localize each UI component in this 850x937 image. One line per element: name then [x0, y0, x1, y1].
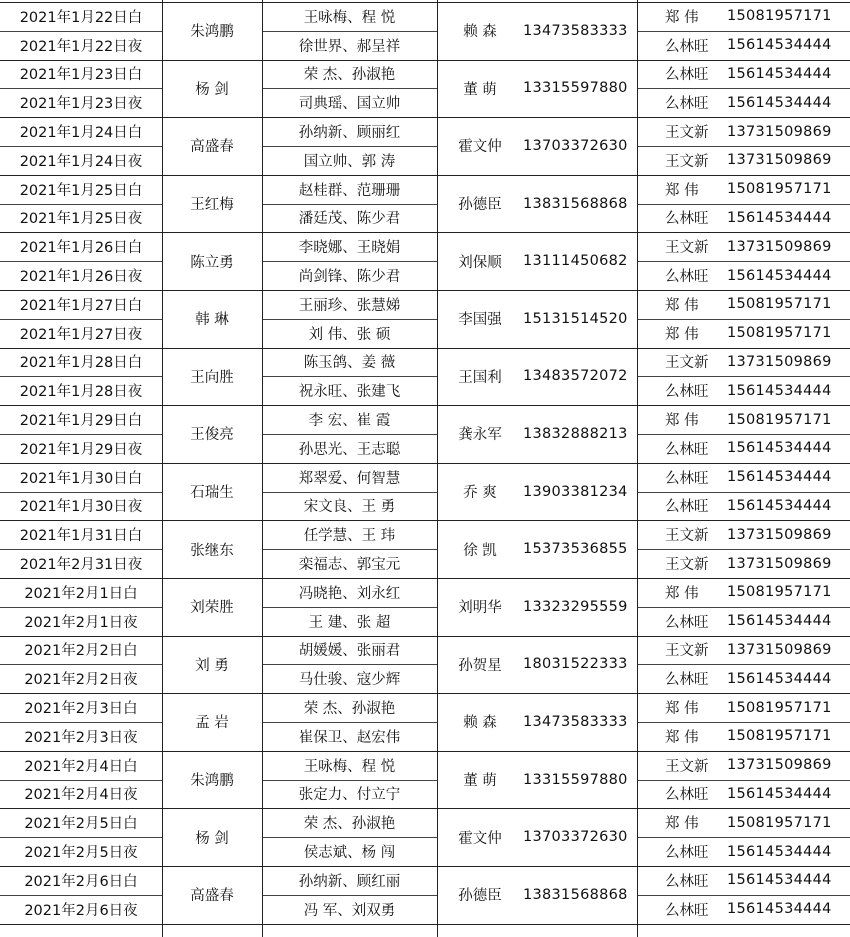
date-day-cell: 2021年1月28日白	[19, 355, 143, 372]
duty-day-name-cell: 郑 伟	[665, 816, 699, 833]
duty-night-name-cell: 么林旺	[665, 269, 709, 286]
staff-day-cell: 冯晓艳、刘永红	[298, 585, 401, 602]
duty-night-name-cell: 么林旺	[665, 845, 709, 862]
duty-night-phone-cell: 15081957171	[727, 728, 832, 745]
half-row-divider	[637, 88, 850, 89]
duty-day-phone-cell: 13731509869	[727, 757, 832, 774]
duty-day-name-cell: 郑 伟	[665, 701, 699, 718]
leader-cell: 韩 琳	[195, 312, 229, 329]
half-row-divider	[637, 837, 850, 838]
supervisor-name-cell: 董 萌	[463, 81, 497, 98]
supervisor-phone-cell: 13323295559	[523, 598, 628, 615]
duty-day-name-cell: 王文新	[665, 355, 709, 372]
duty-day-phone-cell: 15081957171	[727, 8, 832, 25]
duty-day-name-cell: 郑 伟	[665, 297, 699, 314]
date-night-cell: 2021年2月3日夜	[24, 729, 138, 746]
staff-day-cell: 荣 杰、孙淑艳	[303, 67, 396, 84]
staff-night-cell: 刘 伟、张 硕	[308, 326, 391, 343]
leader-cell: 杨 剑	[195, 81, 229, 98]
duty-day-name-cell: 么林旺	[665, 67, 709, 84]
half-row-divider	[262, 607, 437, 608]
supervisor-phone-cell: 13903381234	[523, 483, 628, 500]
supervisor-name-cell: 龚永军	[458, 427, 502, 444]
row-border-line	[0, 751, 850, 752]
duty-night-phone-cell: 15614534444	[727, 209, 832, 226]
staff-day-cell: 李 宏、崔 霞	[308, 413, 391, 430]
leader-cell: 陈立勇	[190, 254, 234, 271]
half-row-divider	[262, 492, 437, 493]
half-row-divider	[0, 722, 162, 723]
half-row-divider	[0, 319, 162, 320]
staff-day-cell: 王咏梅、程 悦	[303, 9, 396, 26]
half-row-divider	[637, 204, 850, 205]
duty-night-name-cell: 么林旺	[665, 211, 709, 228]
duty-day-phone-cell: 15081957171	[727, 584, 832, 601]
duty-day-name-cell: 王文新	[665, 240, 709, 257]
duty-day-phone-cell: 13731509869	[727, 526, 832, 543]
row-border-line	[0, 117, 850, 118]
half-row-divider	[262, 319, 437, 320]
supervisor-name-cell: 孙德臣	[458, 888, 502, 905]
staff-day-cell: 任学慧、王 玮	[303, 528, 396, 545]
half-row-divider	[262, 780, 437, 781]
date-day-cell: 2021年2月6日白	[24, 873, 138, 890]
half-row-divider	[0, 31, 162, 32]
date-night-cell: 2021年1月28日夜	[19, 384, 143, 401]
date-night-cell: 2021年2月2日夜	[24, 672, 138, 689]
row-border-line	[0, 520, 850, 521]
staff-night-cell: 宋文良、王 勇	[303, 499, 396, 516]
half-row-divider	[262, 261, 437, 262]
half-row-divider	[637, 434, 850, 435]
date-night-cell: 2021年1月22日夜	[19, 38, 143, 55]
supervisor-phone-cell: 13703372630	[523, 829, 628, 846]
duty-night-phone-cell: 15614534444	[727, 440, 832, 457]
duty-day-phone-cell: 15081957171	[727, 181, 832, 198]
duty-night-phone-cell: 15614534444	[727, 785, 832, 802]
duty-night-phone-cell: 15614534444	[727, 94, 832, 111]
duty-day-phone-cell: 13731509869	[727, 123, 832, 140]
duty-night-phone-cell: 15614534444	[727, 37, 832, 54]
date-day-cell: 2021年1月27日白	[19, 297, 143, 314]
leader-cell: 王红梅	[190, 197, 234, 214]
half-row-divider	[0, 549, 162, 550]
row-border-line	[0, 175, 850, 176]
staff-night-cell: 司典瑶、国立帅	[298, 96, 401, 113]
leader-cell: 刘 勇	[195, 657, 229, 674]
half-row-divider	[637, 146, 850, 147]
duty-day-phone-cell: 15614534444	[727, 65, 832, 82]
duty-night-phone-cell: 15614534444	[727, 497, 832, 514]
duty-night-name-cell: 么林旺	[665, 787, 709, 804]
date-night-cell: 2021年2月31日夜	[19, 557, 143, 574]
column-border-line	[437, 0, 438, 937]
column-border-line	[262, 0, 263, 937]
supervisor-phone-cell: 13483572072	[523, 368, 628, 385]
duty-day-name-cell: 么林旺	[665, 470, 709, 487]
duty-day-phone-cell: 13731509869	[727, 353, 832, 370]
duty-night-phone-cell: 15614534444	[727, 267, 832, 284]
duty-night-name-cell: 么林旺	[665, 38, 709, 55]
supervisor-name-cell: 李国强	[458, 312, 502, 329]
half-row-divider	[0, 780, 162, 781]
staff-night-cell: 马仕骏、寇少辉	[298, 672, 401, 689]
leader-cell: 孟 岩	[195, 715, 229, 732]
duty-night-phone-cell: 15614534444	[727, 843, 832, 860]
date-night-cell: 2021年2月1日夜	[24, 614, 138, 631]
staff-night-cell: 栾福志、郭宝元	[298, 557, 401, 574]
leader-cell: 石瑞生	[190, 485, 234, 502]
date-day-cell: 2021年1月26日白	[19, 240, 143, 257]
half-row-divider	[637, 895, 850, 896]
duty-night-phone-cell: 13731509869	[727, 152, 832, 169]
staff-day-cell: 王丽珍、张慧娣	[298, 297, 401, 314]
supervisor-phone-cell: 15131514520	[523, 310, 628, 327]
row-border-line	[0, 232, 850, 233]
duty-day-name-cell: 么林旺	[665, 873, 709, 890]
date-day-cell: 2021年2月5日白	[24, 816, 138, 833]
leader-cell: 张继东	[190, 542, 234, 559]
half-row-divider	[637, 722, 850, 723]
duty-night-name-cell: 郑 伟	[665, 326, 699, 343]
date-day-cell: 2021年1月24日白	[19, 125, 143, 142]
duty-night-phone-cell: 15614534444	[727, 613, 832, 630]
half-row-divider	[0, 204, 162, 205]
staff-day-cell: 荣 杰、孙淑艳	[303, 816, 396, 833]
date-day-cell: 2021年2月1日白	[24, 585, 138, 602]
half-row-divider	[262, 837, 437, 838]
staff-night-cell: 崔保卫、赵宏伟	[298, 729, 401, 746]
duty-day-name-cell: 郑 伟	[665, 413, 699, 430]
staff-night-cell: 潘廷茂、陈少君	[298, 211, 401, 228]
supervisor-phone-cell: 13111450682	[523, 253, 628, 270]
row-border-line	[0, 808, 850, 809]
half-row-divider	[262, 31, 437, 32]
duty-day-name-cell: 郑 伟	[665, 9, 699, 26]
leader-cell: 刘荣胜	[190, 600, 234, 617]
date-night-cell: 2021年2月4日夜	[24, 787, 138, 804]
half-row-divider	[0, 88, 162, 89]
duty-night-phone-cell: 13731509869	[727, 555, 832, 572]
date-day-cell: 2021年1月22日白	[19, 9, 143, 26]
staff-day-cell: 李晓娜、王晓娟	[298, 240, 401, 257]
duty-night-name-cell: 郑 伟	[665, 729, 699, 746]
supervisor-name-cell: 赖 森	[463, 24, 497, 41]
duty-night-name-cell: 么林旺	[665, 672, 709, 689]
supervisor-name-cell: 董 萌	[463, 773, 497, 790]
staff-night-cell: 冯 军、刘双勇	[303, 902, 396, 919]
duty-night-name-cell: 王文新	[665, 153, 709, 170]
duty-night-name-cell: 么林旺	[665, 499, 709, 516]
row-border-line	[0, 924, 850, 925]
duty-day-phone-cell: 15081957171	[727, 699, 832, 716]
date-night-cell: 2021年1月29日夜	[19, 441, 143, 458]
duty-day-phone-cell: 13731509869	[727, 238, 832, 255]
row-border-line	[0, 866, 850, 867]
staff-day-cell: 郑翠爱、何智慧	[298, 470, 401, 487]
duty-day-name-cell: 郑 伟	[665, 585, 699, 602]
date-night-cell: 2021年1月27日夜	[19, 326, 143, 343]
half-row-divider	[0, 146, 162, 147]
half-row-divider	[262, 664, 437, 665]
half-row-divider	[637, 261, 850, 262]
staff-night-cell: 侯志斌、杨 闯	[303, 845, 396, 862]
half-row-divider	[637, 31, 850, 32]
date-night-cell: 2021年1月26日夜	[19, 269, 143, 286]
date-day-cell: 2021年2月2日白	[24, 643, 138, 660]
row-border-line	[0, 348, 850, 349]
date-night-cell: 2021年1月30日夜	[19, 499, 143, 516]
supervisor-name-cell: 刘保顺	[458, 254, 502, 271]
date-day-cell: 2021年1月25日白	[19, 182, 143, 199]
staff-night-cell: 国立帅、郭 涛	[303, 153, 396, 170]
date-night-cell: 2021年2月5日夜	[24, 845, 138, 862]
duty-night-name-cell: 么林旺	[665, 614, 709, 631]
supervisor-phone-cell: 13703372630	[523, 137, 628, 154]
leader-cell: 高盛春	[190, 888, 234, 905]
half-row-divider	[0, 607, 162, 608]
supervisor-phone-cell: 13315597880	[523, 80, 628, 97]
date-day-cell: 2021年2月4日白	[24, 758, 138, 775]
half-row-divider	[637, 549, 850, 550]
duty-day-phone-cell: 15081957171	[727, 814, 832, 831]
staff-night-cell: 尚剑锋、陈少君	[298, 269, 401, 286]
half-row-divider	[262, 549, 437, 550]
supervisor-phone-cell: 13473583333	[523, 713, 628, 730]
half-row-divider	[0, 434, 162, 435]
date-day-cell: 2021年2月3日白	[24, 701, 138, 718]
row-border-line	[0, 636, 850, 637]
duty-day-name-cell: 王文新	[665, 643, 709, 660]
staff-day-cell: 孙纳新、顾红丽	[298, 873, 401, 890]
duty-night-name-cell: 王文新	[665, 557, 709, 574]
staff-day-cell: 胡媛媛、张丽君	[298, 643, 401, 660]
staff-day-cell: 赵桂群、范珊珊	[298, 182, 401, 199]
supervisor-name-cell: 霍文仲	[458, 139, 502, 156]
half-row-divider	[637, 319, 850, 320]
duty-night-name-cell: 么林旺	[665, 96, 709, 113]
staff-day-cell: 孙纳新、顾丽红	[298, 125, 401, 142]
date-day-cell: 2021年1月29日白	[19, 413, 143, 430]
column-border-line	[162, 0, 163, 937]
duty-night-name-cell: 么林旺	[665, 902, 709, 919]
half-row-divider	[262, 434, 437, 435]
half-row-divider	[262, 376, 437, 377]
half-row-divider	[262, 722, 437, 723]
supervisor-phone-cell: 15373536855	[523, 541, 628, 558]
half-row-divider	[637, 492, 850, 493]
column-border-line	[637, 0, 638, 937]
row-border-line	[0, 405, 850, 406]
half-row-divider	[262, 88, 437, 89]
supervisor-name-cell: 乔 爽	[463, 485, 497, 502]
row-border-line	[0, 60, 850, 61]
leader-cell: 杨 剑	[195, 830, 229, 847]
duty-day-name-cell: 郑 伟	[665, 182, 699, 199]
row-border-line	[0, 578, 850, 579]
duty-day-phone-cell: 15614534444	[727, 872, 832, 889]
staff-night-cell: 徐世界、郝呈祥	[298, 38, 401, 55]
half-row-divider	[637, 607, 850, 608]
duty-night-name-cell: 么林旺	[665, 441, 709, 458]
supervisor-name-cell: 孙德臣	[458, 197, 502, 214]
half-row-divider	[637, 780, 850, 781]
supervisor-name-cell: 王国利	[458, 369, 502, 386]
date-night-cell: 2021年1月24日夜	[19, 153, 143, 170]
duty-night-phone-cell: 15614534444	[727, 901, 832, 918]
half-row-divider	[0, 261, 162, 262]
leader-cell: 王俊亮	[190, 427, 234, 444]
staff-night-cell: 祝永旺、张建飞	[298, 384, 401, 401]
date-day-cell: 2021年1月23日白	[19, 67, 143, 84]
duty-night-phone-cell: 15614534444	[727, 382, 832, 399]
supervisor-phone-cell: 13831568868	[523, 195, 628, 212]
staff-night-cell: 张定力、付立宁	[298, 787, 401, 804]
supervisor-phone-cell: 13832888213	[523, 425, 628, 442]
duty-night-phone-cell: 15614534444	[727, 670, 832, 687]
supervisor-name-cell: 徐 凯	[463, 542, 497, 559]
duty-day-phone-cell: 15081957171	[727, 411, 832, 428]
supervisor-phone-cell: 13315597880	[523, 771, 628, 788]
staff-day-cell: 王咏梅、程 悦	[303, 758, 396, 775]
half-row-divider	[262, 895, 437, 896]
half-row-divider	[262, 146, 437, 147]
duty-day-name-cell: 王文新	[665, 528, 709, 545]
half-row-divider	[637, 376, 850, 377]
supervisor-name-cell: 赖 森	[463, 715, 497, 732]
staff-night-cell: 王 建、张 超	[308, 614, 391, 631]
duty-day-name-cell: 王文新	[665, 758, 709, 775]
duty-day-phone-cell: 13731509869	[727, 641, 832, 658]
duty-day-phone-cell: 15614534444	[727, 469, 832, 486]
leader-cell: 朱鸿鹏	[190, 773, 234, 790]
date-day-cell: 2021年1月30日白	[19, 470, 143, 487]
half-row-divider	[0, 664, 162, 665]
staff-day-cell: 荣 杰、孙淑艳	[303, 701, 396, 718]
duty-night-name-cell: 么林旺	[665, 384, 709, 401]
half-row-divider	[637, 664, 850, 665]
supervisor-name-cell: 刘明华	[458, 600, 502, 617]
half-row-divider	[262, 204, 437, 205]
date-night-cell: 2021年1月23日夜	[19, 96, 143, 113]
duty-night-phone-cell: 15081957171	[727, 325, 832, 342]
leader-cell: 王向胜	[190, 369, 234, 386]
date-night-cell: 2021年2月6日夜	[24, 902, 138, 919]
date-night-cell: 2021年1月25日夜	[19, 211, 143, 228]
duty-day-name-cell: 王文新	[665, 125, 709, 142]
supervisor-phone-cell: 13473583333	[523, 22, 628, 39]
date-day-cell: 2021年1月31日白	[19, 528, 143, 545]
half-row-divider	[0, 837, 162, 838]
leader-cell: 朱鸿鹏	[190, 24, 234, 41]
row-border-line	[0, 693, 850, 694]
row-border-line	[0, 2, 850, 3]
supervisor-name-cell: 孙贺星	[458, 657, 502, 674]
half-row-divider	[0, 492, 162, 493]
row-border-line	[0, 290, 850, 291]
supervisor-name-cell: 霍文仲	[458, 830, 502, 847]
staff-day-cell: 陈玉鸽、姜 薇	[303, 355, 396, 372]
half-row-divider	[0, 376, 162, 377]
row-border-line	[0, 463, 850, 464]
leader-cell: 高盛春	[190, 139, 234, 156]
staff-night-cell: 孙思光、王志聪	[298, 441, 401, 458]
supervisor-phone-cell: 18031522333	[523, 656, 628, 673]
half-row-divider	[0, 895, 162, 896]
duty-day-phone-cell: 15081957171	[727, 296, 832, 313]
supervisor-phone-cell: 13831568868	[523, 886, 628, 903]
